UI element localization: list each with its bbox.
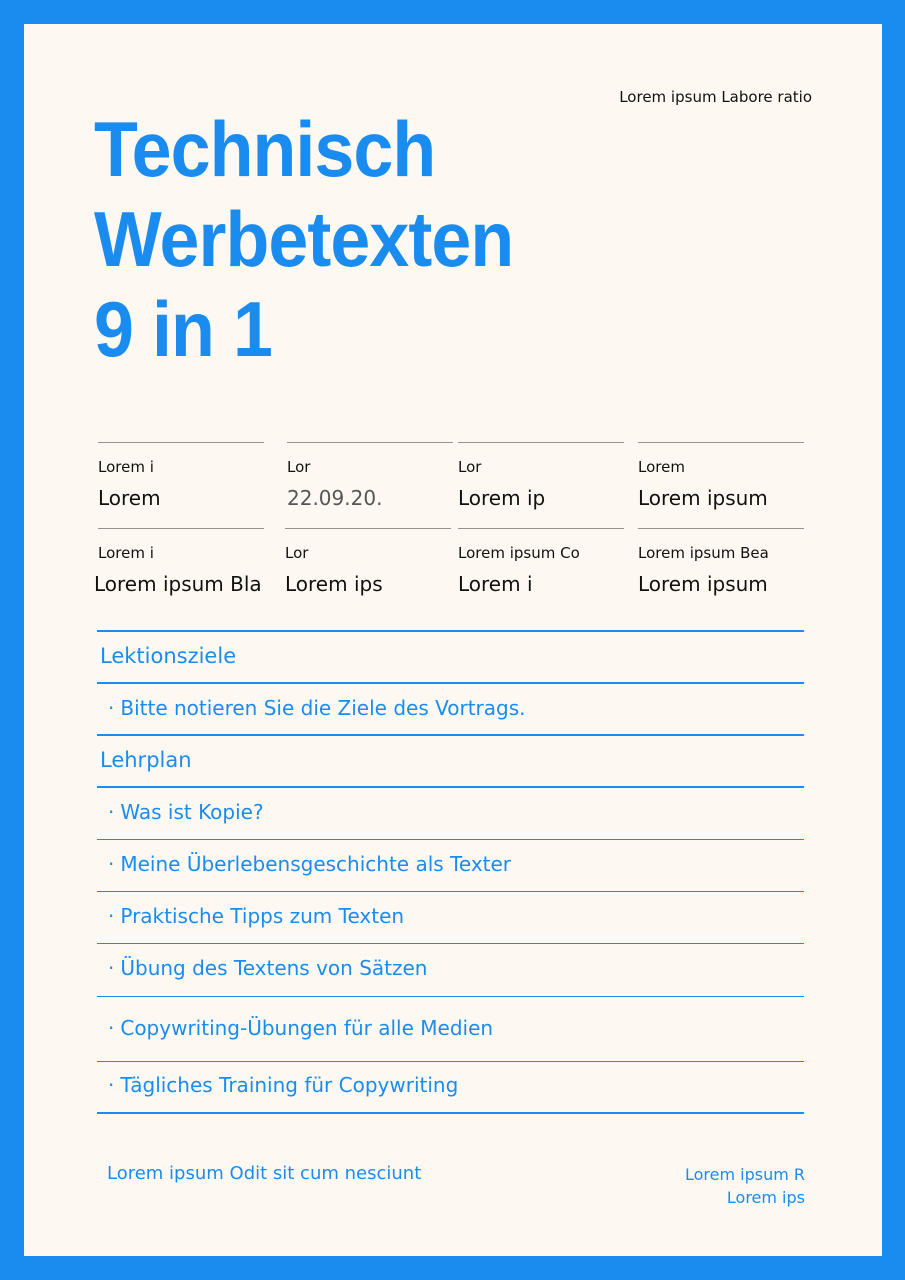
syllabus-item (108, 1016, 493, 1040)
meta-label: Lorem i (98, 544, 154, 562)
meta-rule (458, 442, 624, 443)
bullet-icon: · (108, 1016, 115, 1040)
footer-right-line: Lorem ips (726, 1188, 805, 1207)
objective-item (108, 696, 526, 720)
meta-rule (287, 442, 453, 443)
syllabus-item (108, 1073, 458, 1097)
objective-item-text: Bitte notieren Sie die Ziele des Vortrags. (120, 696, 526, 720)
footer-right-line: Lorem ipsum R (684, 1165, 805, 1184)
syllabus-item (108, 956, 427, 980)
meta-value: Lorem i (458, 572, 533, 596)
meta-label: Lor (458, 458, 482, 476)
syllabus-item (108, 800, 264, 824)
meta-value: Lorem ipsum (638, 486, 768, 510)
meta-label: Lor (285, 544, 309, 562)
section-divider (97, 682, 804, 684)
syllabus-item-text: Tägliches Training für Copywriting (120, 1073, 459, 1097)
item-divider (97, 996, 804, 997)
objectives-heading: Lektionsziele (100, 644, 237, 668)
bullet-icon: · (108, 904, 115, 928)
header-note: Lorem ipsum Labore ratio (619, 88, 812, 106)
meta-rule (458, 528, 624, 529)
syllabus-heading: Lehrplan (100, 748, 192, 772)
meta-value: Lorem ipsum (638, 572, 768, 596)
syllabus-item-text: Praktische Tipps zum Texten (120, 904, 405, 928)
meta-label: Lorem ipsum Bea (638, 544, 769, 562)
section-divider (97, 734, 804, 736)
meta-value: Lorem ip (458, 486, 546, 510)
syllabus-item-text: Übung des Textens von Sätzen (120, 956, 428, 980)
meta-value: Lorem ipsum Bla (94, 572, 262, 596)
syllabus-item-text: Meine Überlebensgeschichte als Texter (120, 852, 512, 876)
item-divider (97, 891, 804, 892)
meta-label: Lorem i (98, 458, 154, 476)
meta-rule (98, 442, 264, 443)
document-title (94, 104, 513, 374)
item-divider (97, 943, 804, 944)
syllabus-item-text: Copywriting-Übungen für alle Medien (120, 1016, 494, 1040)
item-divider (97, 1061, 804, 1062)
meta-rule (285, 528, 451, 529)
meta-rule (638, 528, 804, 529)
meta-label: Lorem (638, 458, 685, 476)
meta-label: Lor (287, 458, 311, 476)
meta-label: Lorem ipsum Co (458, 544, 580, 562)
bullet-icon: · (108, 852, 115, 876)
meta-rule (638, 442, 804, 443)
item-divider (97, 839, 804, 840)
title-line-2: Werbetexten (94, 195, 514, 283)
bullet-icon: · (108, 800, 115, 824)
bullet-icon: · (108, 1073, 115, 1097)
meta-value: Lorem ips (285, 572, 383, 596)
footer-note: Lorem ipsum Odit sit cum nesciunt (107, 1163, 422, 1184)
syllabus-item-text: Was ist Kopie? (120, 800, 264, 824)
meta-value: Lorem (98, 486, 161, 510)
meta-rule (98, 528, 264, 529)
section-divider (97, 786, 804, 788)
bullet-icon: · (108, 696, 115, 720)
syllabus-item (108, 904, 404, 928)
section-divider (97, 1112, 804, 1114)
document-page (24, 24, 882, 1256)
bullet-icon: · (108, 956, 115, 980)
meta-date-value: 22.09.20. (287, 486, 383, 510)
syllabus-item (108, 852, 511, 876)
title-line-1: Technisch (94, 105, 436, 193)
section-divider (97, 630, 804, 632)
footer-right (685, 1163, 805, 1209)
title-line-3: 9 in 1 (94, 285, 272, 373)
